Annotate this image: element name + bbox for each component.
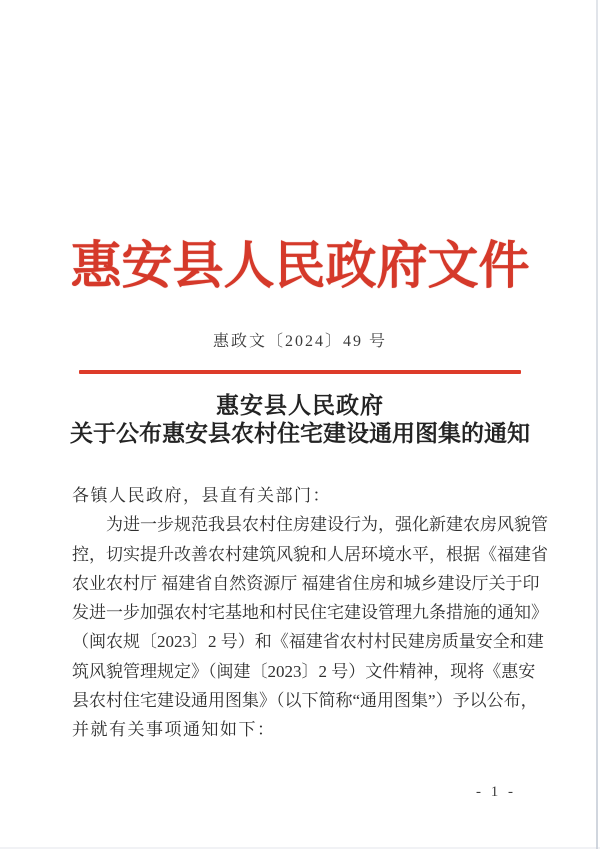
red-separator-line <box>79 370 521 374</box>
document-number: 惠政文〔2024〕49 号 <box>212 333 387 350</box>
page-number: - 1 - <box>476 784 516 800</box>
body-line: 农业农村厅 福建省自然资源厅 福建省住房和城乡建设厅关于印 <box>72 573 540 593</box>
notice-title-line-2: 关于公布惠安县农村住宅建设通用图集的通知 <box>70 421 530 446</box>
body-line: 发进一步加强农村宅基地和村民住宅建设管理九条措施的通知》 <box>72 603 548 623</box>
document-body <box>72 481 548 745</box>
body-line: 为进一步规范我县农村住房建设行为，强化新建农房风貌管 <box>72 515 548 535</box>
scan-edge-artifact <box>596 0 598 849</box>
body-line: （闽农规〔2023〕2 号）和《福建省农村村民建房质量安全和建 <box>72 632 544 652</box>
body-closing-line: 并就有关事项通知如下： <box>72 720 276 740</box>
body-line: 筑风貌管理规定》（闽建〔2023〕2 号）文件精神，现将《惠安 <box>72 661 536 681</box>
body-line: 控，切实提升改善农村建筑风貌和人居环境水平，根据《福建省 <box>72 544 548 564</box>
body-line: 县农村住宅建设通用图集》（以下简称“通用图集”）予以公布， <box>72 691 538 711</box>
salutation-line: 各镇人民政府，县直有关部门： <box>72 486 331 505</box>
red-header-title: 惠安县人民政府文件 <box>70 239 530 295</box>
notice-title-line-1: 惠安县人民政府 <box>216 393 384 418</box>
